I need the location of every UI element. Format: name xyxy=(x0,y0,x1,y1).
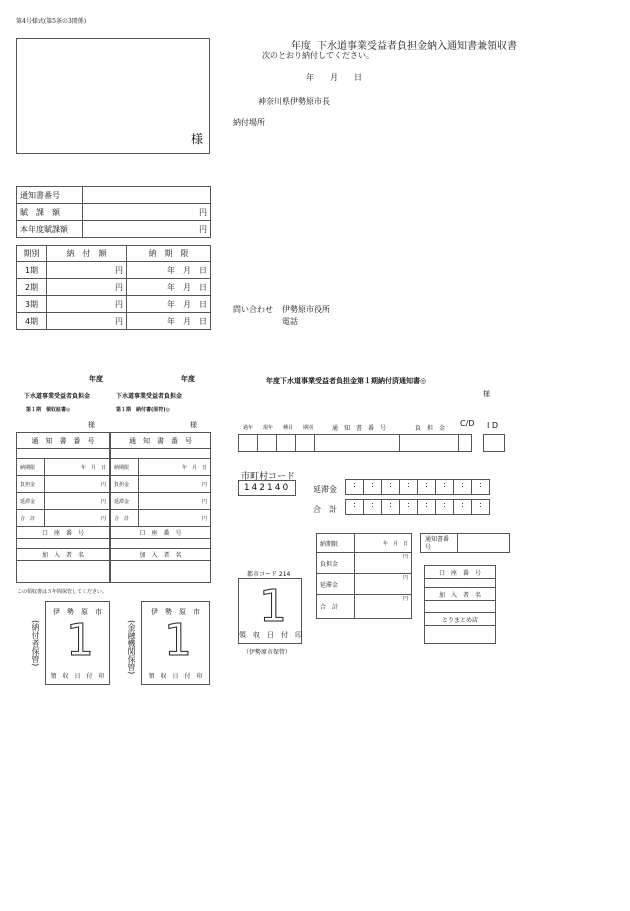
installment-row: 1期 円 年 月 日 xyxy=(17,262,211,279)
late-fee-digits: : : : : : : : : xyxy=(345,479,490,495)
receipt-honorific-left: 様 xyxy=(88,421,95,429)
col-header: I D xyxy=(487,421,499,430)
receipt-sub-right: 第１期 納付書(原符)◎ xyxy=(116,407,170,413)
stamp-digit: 1 xyxy=(66,615,94,666)
installment-row: 2期 円 年 月 日 xyxy=(17,279,211,296)
receipt-sub-left: 第１期 領収証書◎ xyxy=(26,407,71,413)
notice-stamp xyxy=(238,578,302,644)
installment-header: 期別 xyxy=(17,246,47,262)
stamp-label: 領 収 日 付 印 xyxy=(50,673,105,680)
total-digits: : : : : : : : : xyxy=(345,499,490,515)
addressee-honorific: 様 xyxy=(190,132,203,146)
bank-copy-label: (金融機関保管) xyxy=(127,620,136,675)
stamp-label: 領 収 日 付 印 xyxy=(239,631,302,639)
contact-phone: 電話 xyxy=(282,317,298,326)
col-header: 負 担 金 xyxy=(415,425,446,432)
payer-copy-label: (納付者保管) xyxy=(31,620,40,667)
receipt-title-right: 下水道事業受益者負担金 xyxy=(116,393,183,400)
stamp-city-code: 都市コード 214 xyxy=(247,571,291,578)
addressee-box xyxy=(16,38,210,154)
stamp-label: 領 収 日 付 印 xyxy=(148,673,203,680)
installment-header: 納 付 額 xyxy=(47,246,127,262)
notice-honorific: 様 xyxy=(483,390,490,398)
contact-label: 問い合わせ xyxy=(233,305,273,314)
issuer: 神奈川県伊勢原市長 xyxy=(258,97,330,106)
stamp-digit: 1 xyxy=(259,581,287,632)
total-label: 合 計 xyxy=(313,505,337,514)
summary-row: 本年度賦課額 円 xyxy=(17,221,211,238)
stamp-digit: 1 xyxy=(164,615,192,666)
installment-row: 3期 円 年 月 日 xyxy=(17,296,211,313)
stamp-note: （伊勢原市保管） xyxy=(243,649,292,656)
notice-title: 年度下水道事業受益者負担金第１期納付済通知書◎ xyxy=(266,377,427,385)
notice-account-table: 口 座 番 号 加 入 者 名 とりまとめ店 xyxy=(424,565,496,644)
late-fee-label: 延滞金 xyxy=(313,485,337,494)
issue-date: 年 月 日 xyxy=(306,73,362,82)
stamp-city: 伊 勢 原 市 xyxy=(53,608,102,616)
payment-place: 納付場所 xyxy=(233,118,265,127)
page-title: 下水道事業受益者負担金納入通知書兼領収書 xyxy=(317,41,517,52)
notice-number-boxes xyxy=(238,434,472,452)
retention-note: この領収書は５年間保管してください。 xyxy=(17,589,108,595)
stamp-city: 伊 勢 原 市 xyxy=(151,608,200,616)
contact-office: 伊勢原市役所 xyxy=(282,305,330,314)
form-number: 第4号様式(第5条の3関係) xyxy=(16,18,87,25)
col-header: C/D xyxy=(460,419,475,428)
subtitle: 次のとおり納付してください。 xyxy=(262,51,374,60)
city-code: 142140 xyxy=(238,480,296,496)
title-era: 年度 xyxy=(291,41,311,52)
receipt-honorific-right: 様 xyxy=(190,421,197,429)
receipt-era-right: 年度 xyxy=(181,375,195,383)
col-header: 期別 xyxy=(303,425,314,431)
receipt-table-right: 通 知 書 番 号 納期限 年 月 日 負担金 円 延滞金 円 合 計 円 口 座 番 号 加 入 者 名 xyxy=(110,432,211,583)
col-header: 種目 xyxy=(283,425,294,431)
installment-row: 4期 円 年 月 日 xyxy=(17,313,211,330)
receipt-title-left: 下水道事業受益者負担金 xyxy=(24,393,91,400)
summary-table xyxy=(16,186,211,238)
city-code-label: 市町村コード xyxy=(241,472,296,482)
installment-table xyxy=(16,245,211,330)
col-header: 通 知 書 番 号 xyxy=(332,425,387,432)
receipt-table-left: 通 知 書 番 号 納期限 年 月 日 負担金 円 延滞金 円 合 計 円 口 座 番 号 加 入 者 名 xyxy=(16,432,110,583)
notice-table: 納期限 年 月 日 負担金 円 延滞金 円 合 計 円 xyxy=(316,533,412,619)
receipt-era-left: 年度 xyxy=(89,375,103,383)
receipt-stamp-right xyxy=(141,601,210,685)
col-header: 現年 xyxy=(263,425,274,431)
col-header: 過年 xyxy=(243,425,254,431)
summary-row: 賦 課 額 円 xyxy=(17,204,211,221)
summary-row: 通知書番号 xyxy=(17,187,211,204)
installment-header: 納 期 限 xyxy=(127,246,211,262)
notice-number-field: 通知書番 号 xyxy=(420,533,510,553)
receipt-stamp-left xyxy=(45,601,110,685)
id-box xyxy=(483,434,505,452)
